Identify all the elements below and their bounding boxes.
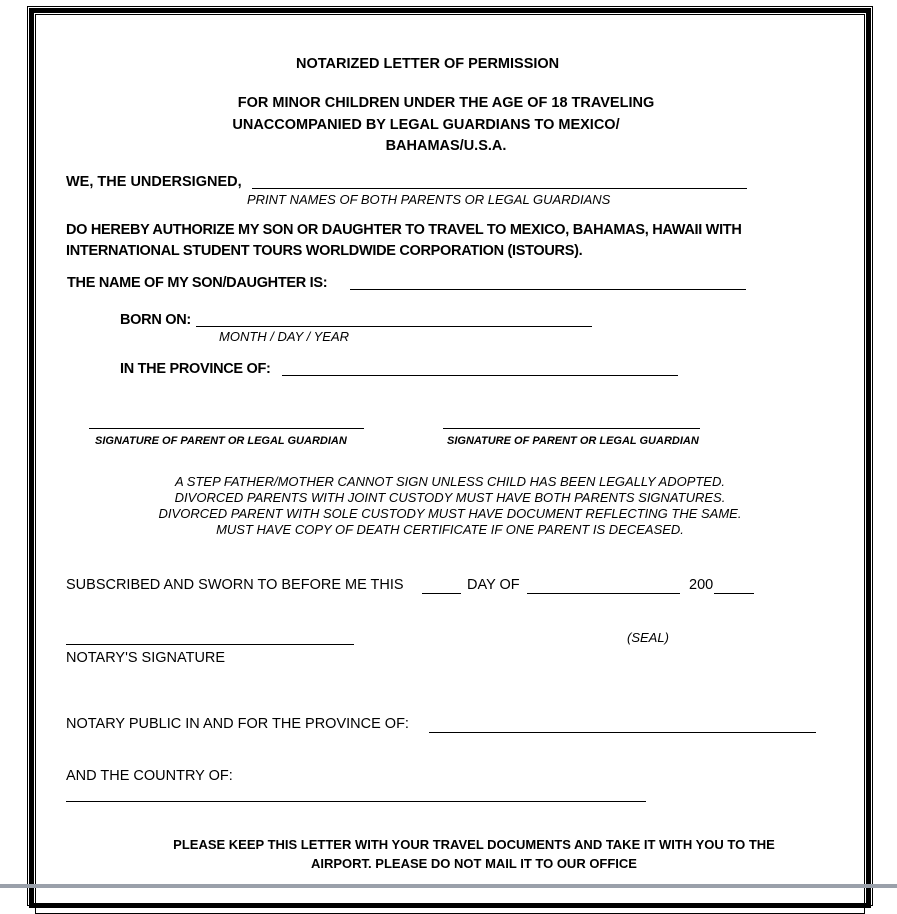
country-label: AND THE COUNTRY OF: [66,768,233,784]
signature-left-label: SIGNATURE OF PARENT OR LEGAL GUARDIAN [95,435,347,447]
born-on-hint: MONTH / DAY / YEAR [219,329,350,344]
undersigned-hint: PRINT NAMES OF BOTH PARENTS OR LEGAL GUARDIANS [247,192,611,207]
born-on-field[interactable] [196,326,592,327]
subtitle-line-2: UNACCOMPANIED BY LEGAL GUARDIANS TO MEXICO/ [232,117,620,133]
subtitle-line-3: BAHAMAS/U.S.A. [385,138,507,154]
document-title: NOTARIZED LETTER OF PERMISSION [296,56,560,72]
undersigned-label: WE, THE UNDERSIGNED, [66,174,242,190]
notary-province-label: NOTARY PUBLIC IN AND FOR THE PROVINCE OF: [66,716,409,732]
note-line-4: MUST HAVE COPY OF DEATH CERTIFICATE IF ONE PARENT IS DECEASED. [216,522,684,537]
window-bottom-edge [0,884,897,888]
child-name-field[interactable] [350,289,746,290]
authorize-line-2: INTERNATIONAL STUDENT TOURS WORLDWIDE CORPORATION (ISTOURS). [66,243,583,259]
notary-signature-label: NOTARY'S SIGNATURE [66,650,226,666]
seal-label: (SEAL) [627,630,669,645]
year-prefix: 200 [689,577,714,593]
subtitle-line-1: FOR MINOR CHILDREN UNDER THE AGE OF 18 TRAVELING [237,95,655,111]
province-field[interactable] [282,375,678,376]
born-on-label: BORN ON: [120,312,191,328]
signature-right-label: SIGNATURE OF PARENT OR LEGAL GUARDIAN [447,435,699,447]
child-name-label: THE NAME OF MY SON/DAUGHTER IS: [67,275,328,291]
footer-line-2: AIRPORT. PLEASE DO NOT MAIL IT TO OUR OFFICE [311,856,637,871]
note-line-3: DIVORCED PARENT WITH SOLE CUSTODY MUST HAVE DOCUMENT REFLECTING THE SAME. [158,506,742,521]
note-line-2: DIVORCED PARENTS WITH JOINT CUSTODY MUST HAVE BOTH PARENTS SIGNATURES. [174,490,726,505]
province-label: IN THE PROVINCE OF: [120,361,271,377]
undersigned-names-field[interactable] [252,188,747,189]
notary-signature-field[interactable] [66,644,354,645]
signature-left-field[interactable] [89,428,364,429]
signature-right-field[interactable] [443,428,700,429]
sworn-year-field[interactable] [714,593,754,594]
day-of-text: DAY OF [467,577,520,593]
note-line-1: A STEP FATHER/MOTHER CANNOT SIGN UNLESS CHILD HAS BEEN LEGALLY ADOPTED. [175,474,725,489]
sworn-text: SUBSCRIBED AND SWORN TO BEFORE ME THIS [66,577,404,593]
country-field[interactable] [66,801,646,802]
footer-line-1: PLEASE KEEP THIS LETTER WITH YOUR TRAVEL DOCUMENTS AND TAKE IT WITH YOU TO THE [173,837,775,852]
notary-province-field[interactable] [429,732,816,733]
authorize-line-1: DO HEREBY AUTHORIZE MY SON OR DAUGHTER TO TRAVEL TO MEXICO, BAHAMAS, HAWAII WITH [66,222,742,238]
sworn-day-field[interactable] [422,593,461,594]
sworn-month-field[interactable] [527,593,680,594]
